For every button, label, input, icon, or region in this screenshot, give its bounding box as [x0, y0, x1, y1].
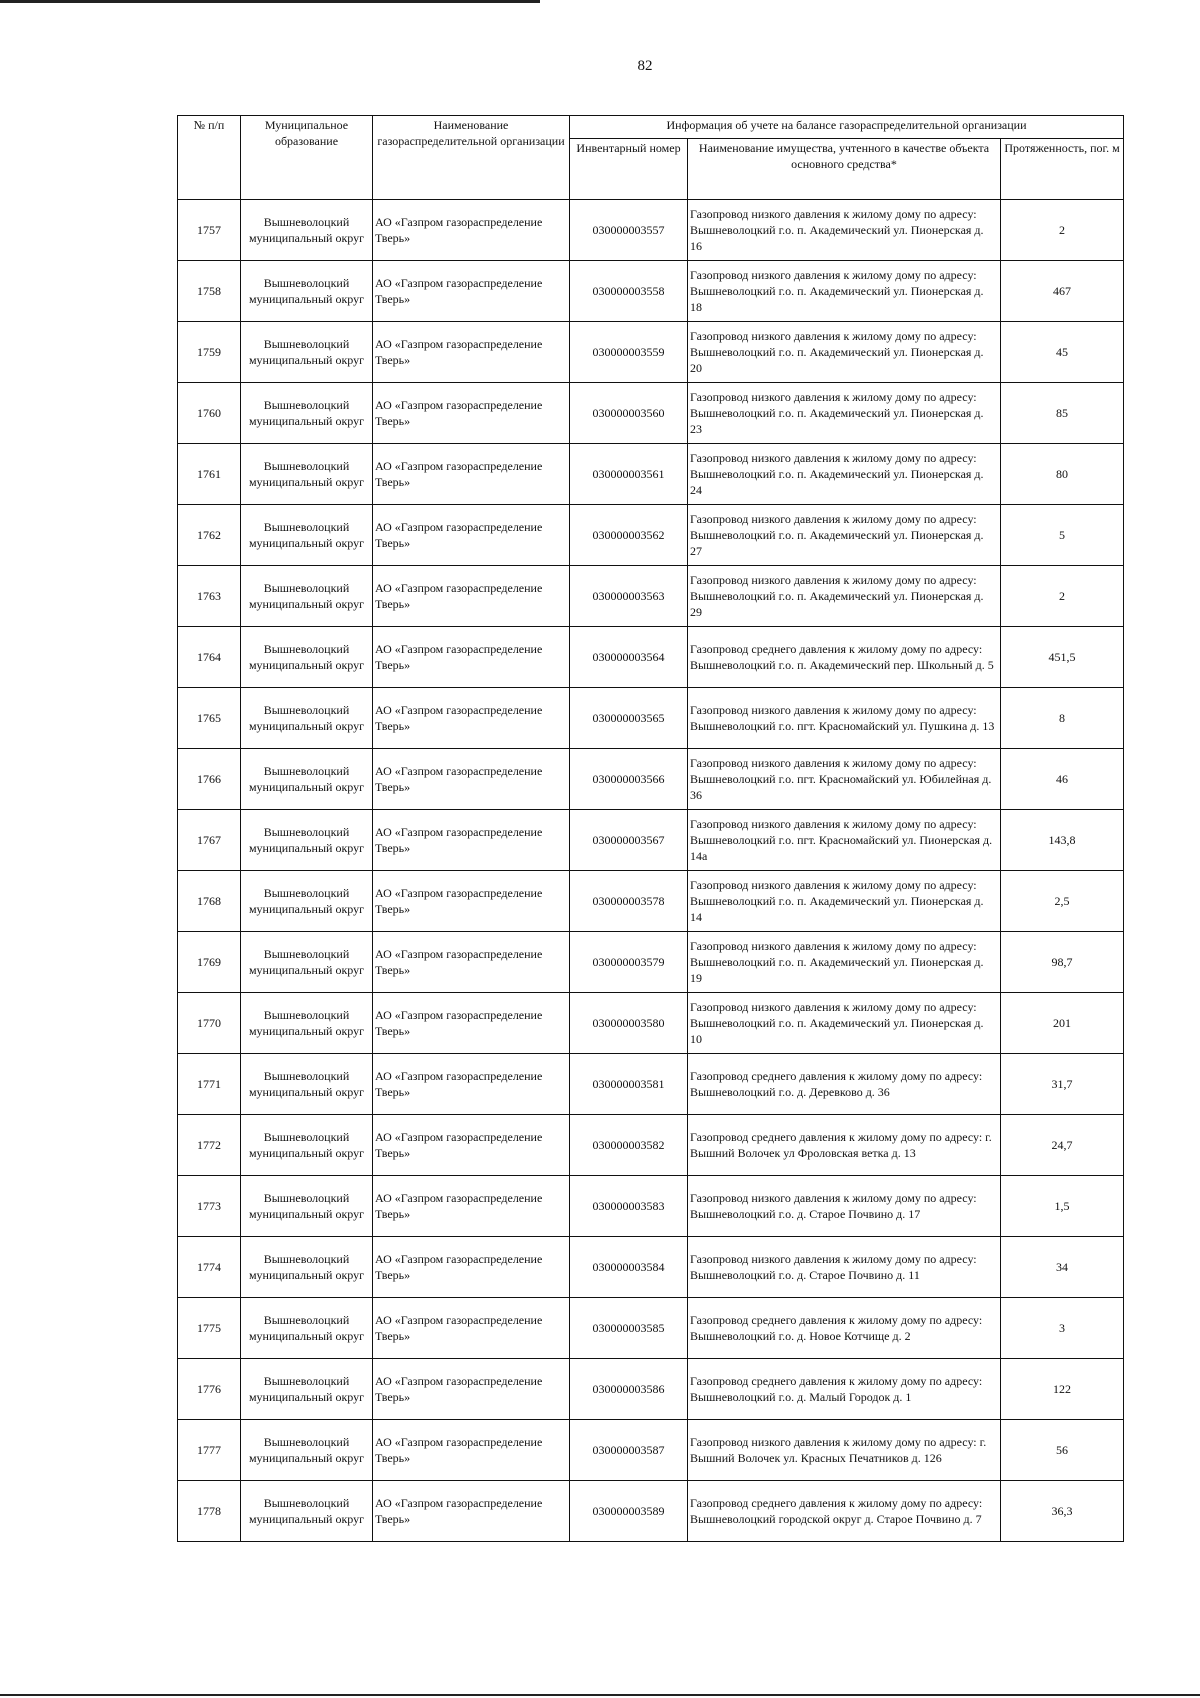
- row-municipality: Вышневолоцкий муниципальный округ: [241, 1359, 373, 1420]
- row-length: 85: [1001, 383, 1124, 444]
- row-inventory-number: 030000003584: [570, 1237, 688, 1298]
- row-number: 1769: [178, 932, 241, 993]
- row-organization: АО «Газпром газораспределение Тверь»: [373, 322, 570, 383]
- row-asset-name: Газопровод низкого давления к жилому дому по адресу: Вышневолоцкий г.о. п. Академический ул. Пионерская д. 18: [688, 261, 1001, 322]
- row-length: 34: [1001, 1237, 1124, 1298]
- header-municipality: Муниципальное образование: [241, 116, 373, 200]
- row-inventory-number: 030000003580: [570, 993, 688, 1054]
- row-municipality: Вышневолоцкий муниципальный округ: [241, 322, 373, 383]
- row-organization: АО «Газпром газораспределение Тверь»: [373, 200, 570, 261]
- row-number: 1764: [178, 627, 241, 688]
- row-length: 451,5: [1001, 627, 1124, 688]
- row-organization: АО «Газпром газораспределение Тверь»: [373, 1054, 570, 1115]
- row-number: 1776: [178, 1359, 241, 1420]
- row-length: 3: [1001, 1298, 1124, 1359]
- row-length: 98,7: [1001, 932, 1124, 993]
- table-row: [178, 1359, 1124, 1420]
- row-asset-name: Газопровод среднего давления к жилому дому по адресу: Вышневолоцкий г.о. п. Академический пер. Школьный д. 5: [688, 627, 1001, 688]
- row-organization: АО «Газпром газораспределение Тверь»: [373, 566, 570, 627]
- row-length: 201: [1001, 993, 1124, 1054]
- row-organization: АО «Газпром газораспределение Тверь»: [373, 383, 570, 444]
- row-municipality: Вышневолоцкий муниципальный округ: [241, 1237, 373, 1298]
- row-organization: АО «Газпром газораспределение Тверь»: [373, 932, 570, 993]
- table-row: [178, 1237, 1124, 1298]
- header-length: Протяженность, пог. м: [1001, 139, 1124, 200]
- table-body: [178, 200, 1124, 1542]
- row-organization: АО «Газпром газораспределение Тверь»: [373, 1420, 570, 1481]
- row-number: 1775: [178, 1298, 241, 1359]
- row-asset-name: Газопровод низкого давления к жилому дому по адресу: Вышневолоцкий г.о. д. Старое Почвино д. 11: [688, 1237, 1001, 1298]
- table-row: [178, 261, 1124, 322]
- row-number: 1762: [178, 505, 241, 566]
- row-number: 1770: [178, 993, 241, 1054]
- row-inventory-number: 030000003561: [570, 444, 688, 505]
- table-row: [178, 1054, 1124, 1115]
- row-inventory-number: 030000003587: [570, 1420, 688, 1481]
- row-number: 1765: [178, 688, 241, 749]
- header-asset-name: Наименование имущества, учтенного в качестве объекта основного средства*: [688, 139, 1001, 200]
- row-municipality: Вышневолоцкий муниципальный округ: [241, 932, 373, 993]
- row-organization: АО «Газпром газораспределение Тверь»: [373, 261, 570, 322]
- row-municipality: Вышневолоцкий муниципальный округ: [241, 1420, 373, 1481]
- row-inventory-number: 030000003586: [570, 1359, 688, 1420]
- row-inventory-number: 030000003557: [570, 200, 688, 261]
- row-number: 1759: [178, 322, 241, 383]
- row-municipality: Вышневолоцкий муниципальный округ: [241, 627, 373, 688]
- table-row: [178, 505, 1124, 566]
- row-municipality: Вышневолоцкий муниципальный округ: [241, 810, 373, 871]
- row-organization: АО «Газпром газораспределение Тверь»: [373, 1176, 570, 1237]
- row-asset-name: Газопровод низкого давления к жилому дому по адресу: Вышневолоцкий г.о. пгт. Красномайский ул. Пионерская д. 14а: [688, 810, 1001, 871]
- table-row: [178, 1176, 1124, 1237]
- row-number: 1760: [178, 383, 241, 444]
- row-asset-name: Газопровод низкого давления к жилому дому по адресу: г. Вышний Волочек ул. Красных Печатников д. 126: [688, 1420, 1001, 1481]
- row-inventory-number: 030000003559: [570, 322, 688, 383]
- row-length: 2,5: [1001, 871, 1124, 932]
- row-number: 1771: [178, 1054, 241, 1115]
- row-length: 46: [1001, 749, 1124, 810]
- row-number: 1773: [178, 1176, 241, 1237]
- row-number: 1761: [178, 444, 241, 505]
- row-number: 1767: [178, 810, 241, 871]
- row-organization: АО «Газпром газораспределение Тверь»: [373, 810, 570, 871]
- row-inventory-number: 030000003583: [570, 1176, 688, 1237]
- row-asset-name: Газопровод низкого давления к жилому дому по адресу: Вышневолоцкий г.о. д. Старое Почвино д. 17: [688, 1176, 1001, 1237]
- row-number: 1757: [178, 200, 241, 261]
- row-organization: АО «Газпром газораспределение Тверь»: [373, 444, 570, 505]
- row-inventory-number: 030000003562: [570, 505, 688, 566]
- row-organization: АО «Газпром газораспределение Тверь»: [373, 993, 570, 1054]
- row-organization: АО «Газпром газораспределение Тверь»: [373, 1237, 570, 1298]
- row-inventory-number: 030000003558: [570, 261, 688, 322]
- row-municipality: Вышневолоцкий муниципальный округ: [241, 871, 373, 932]
- row-municipality: Вышневолоцкий муниципальный округ: [241, 444, 373, 505]
- table-row: [178, 993, 1124, 1054]
- row-municipality: Вышневолоцкий муниципальный округ: [241, 200, 373, 261]
- row-inventory-number: 030000003581: [570, 1054, 688, 1115]
- table-row: [178, 444, 1124, 505]
- row-length: 31,7: [1001, 1054, 1124, 1115]
- row-number: 1763: [178, 566, 241, 627]
- row-municipality: Вышневолоцкий муниципальный округ: [241, 688, 373, 749]
- row-asset-name: Газопровод низкого давления к жилому дому по адресу: Вышневолоцкий г.о. пгт. Красномайский ул. Пушкина д. 13: [688, 688, 1001, 749]
- row-asset-name: Газопровод среднего давления к жилому дому по адресу: Вышневолоцкий г.о. д. Деревково д. 36: [688, 1054, 1001, 1115]
- row-length: 8: [1001, 688, 1124, 749]
- row-length: 122: [1001, 1359, 1124, 1420]
- row-municipality: Вышневолоцкий муниципальный округ: [241, 993, 373, 1054]
- row-organization: АО «Газпром газораспределение Тверь»: [373, 1115, 570, 1176]
- table-row: [178, 932, 1124, 993]
- row-municipality: Вышневолоцкий муниципальный округ: [241, 1176, 373, 1237]
- row-inventory-number: 030000003585: [570, 1298, 688, 1359]
- header-num: № п/п: [178, 116, 241, 200]
- row-inventory-number: 030000003565: [570, 688, 688, 749]
- row-asset-name: Газопровод низкого давления к жилому дому по адресу: Вышневолоцкий г.о. п. Академический ул. Пионерская д. 24: [688, 444, 1001, 505]
- row-organization: АО «Газпром газораспределение Тверь»: [373, 749, 570, 810]
- row-organization: АО «Газпром газораспределение Тверь»: [373, 1481, 570, 1542]
- row-length: 80: [1001, 444, 1124, 505]
- row-inventory-number: 030000003589: [570, 1481, 688, 1542]
- row-length: 2: [1001, 566, 1124, 627]
- row-inventory-number: 030000003579: [570, 932, 688, 993]
- row-municipality: Вышневолоцкий муниципальный округ: [241, 1054, 373, 1115]
- row-inventory-number: 030000003566: [570, 749, 688, 810]
- row-asset-name: Газопровод низкого давления к жилому дому по адресу: Вышневолоцкий г.о. п. Академический ул. Пионерская д. 19: [688, 932, 1001, 993]
- row-organization: АО «Газпром газораспределение Тверь»: [373, 1359, 570, 1420]
- table-row: [178, 688, 1124, 749]
- row-asset-name: Газопровод низкого давления к жилому дому по адресу: Вышневолоцкий г.о. п. Академический ул. Пионерская д. 23: [688, 383, 1001, 444]
- table-row: [178, 1298, 1124, 1359]
- table-row: [178, 871, 1124, 932]
- row-asset-name: Газопровод среднего давления к жилому дому по адресу: г. Вышний Волочек ул Фроловская ветка д. 13: [688, 1115, 1001, 1176]
- row-number: 1772: [178, 1115, 241, 1176]
- row-asset-name: Газопровод низкого давления к жилому дому по адресу: Вышневолоцкий г.о. п. Академический ул. Пионерская д. 10: [688, 993, 1001, 1054]
- row-number: 1778: [178, 1481, 241, 1542]
- row-organization: АО «Газпром газораспределение Тверь»: [373, 627, 570, 688]
- table-row: [178, 749, 1124, 810]
- row-asset-name: Газопровод среднего давления к жилому дому по адресу: Вышневолоцкий г.о. д. Новое Котчище д. 2: [688, 1298, 1001, 1359]
- row-asset-name: Газопровод среднего давления к жилому дому по адресу: Вышневолоцкий г.о. д. Малый Городок д. 1: [688, 1359, 1001, 1420]
- row-number: 1777: [178, 1420, 241, 1481]
- asset-table: [177, 115, 1124, 1542]
- row-length: 467: [1001, 261, 1124, 322]
- row-municipality: Вышневолоцкий муниципальный округ: [241, 749, 373, 810]
- row-organization: АО «Газпром газораспределение Тверь»: [373, 871, 570, 932]
- row-asset-name: Газопровод низкого давления к жилому дому по адресу: Вышневолоцкий г.о. п. Академический ул. Пионерская д. 14: [688, 871, 1001, 932]
- row-inventory-number: 030000003578: [570, 871, 688, 932]
- row-length: 24,7: [1001, 1115, 1124, 1176]
- row-inventory-number: 030000003563: [570, 566, 688, 627]
- table-row: [178, 1481, 1124, 1542]
- row-municipality: Вышневолоцкий муниципальный округ: [241, 566, 373, 627]
- header-organization: Наименование газораспределительной организации: [373, 116, 570, 200]
- row-asset-name: Газопровод низкого давления к жилому дому по адресу: Вышневолоцкий г.о. п. Академический ул. Пионерская д. 27: [688, 505, 1001, 566]
- table-row: [178, 627, 1124, 688]
- row-municipality: Вышневолоцкий муниципальный округ: [241, 1481, 373, 1542]
- table-row: [178, 200, 1124, 261]
- row-length: 45: [1001, 322, 1124, 383]
- row-number: 1758: [178, 261, 241, 322]
- row-asset-name: Газопровод низкого давления к жилому дому по адресу: Вышневолоцкий г.о. п. Академический ул. Пионерская д. 29: [688, 566, 1001, 627]
- row-municipality: Вышневолоцкий муниципальный округ: [241, 505, 373, 566]
- header-inventory: Инвентарный номер: [570, 139, 688, 200]
- table-row: [178, 566, 1124, 627]
- row-asset-name: Газопровод среднего давления к жилому дому по адресу: Вышневолоцкий городской округ д. Старое Почвино д. 7: [688, 1481, 1001, 1542]
- row-asset-name: Газопровод низкого давления к жилому дому по адресу: Вышневолоцкий г.о. п. Академический ул. Пионерская д. 16: [688, 200, 1001, 261]
- row-number: 1766: [178, 749, 241, 810]
- row-length: 2: [1001, 200, 1124, 261]
- table-row: [178, 322, 1124, 383]
- scan-top-rule: [0, 0, 540, 3]
- row-municipality: Вышневолоцкий муниципальный округ: [241, 383, 373, 444]
- row-organization: АО «Газпром газораспределение Тверь»: [373, 505, 570, 566]
- row-inventory-number: 030000003564: [570, 627, 688, 688]
- row-municipality: Вышневолоцкий муниципальный округ: [241, 1298, 373, 1359]
- page-number: 82: [637, 58, 653, 74]
- row-asset-name: Газопровод низкого давления к жилому дому по адресу: Вышневолоцкий г.о. пгт. Красномайский ул. Юбилейная д. 36: [688, 749, 1001, 810]
- row-inventory-number: 030000003582: [570, 1115, 688, 1176]
- scan-bottom-rule: [0, 1694, 1200, 1696]
- table-row: [178, 1420, 1124, 1481]
- row-length: 56: [1001, 1420, 1124, 1481]
- row-inventory-number: 030000003567: [570, 810, 688, 871]
- row-length: 5: [1001, 505, 1124, 566]
- row-number: 1768: [178, 871, 241, 932]
- table-row: [178, 383, 1124, 444]
- row-organization: АО «Газпром газораспределение Тверь»: [373, 688, 570, 749]
- table-row: [178, 1115, 1124, 1176]
- row-municipality: Вышневолоцкий муниципальный округ: [241, 261, 373, 322]
- row-inventory-number: 030000003560: [570, 383, 688, 444]
- row-asset-name: Газопровод низкого давления к жилому дому по адресу: Вышневолоцкий г.о. п. Академический ул. Пионерская д. 20: [688, 322, 1001, 383]
- row-length: 36,3: [1001, 1481, 1124, 1542]
- table-row: [178, 810, 1124, 871]
- row-organization: АО «Газпром газораспределение Тверь»: [373, 1298, 570, 1359]
- row-length: 1,5: [1001, 1176, 1124, 1237]
- header-balance-group: Информация об учете на балансе газораспределительной организации: [570, 116, 1124, 139]
- row-length: 143,8: [1001, 810, 1124, 871]
- row-municipality: Вышневолоцкий муниципальный округ: [241, 1115, 373, 1176]
- row-number: 1774: [178, 1237, 241, 1298]
